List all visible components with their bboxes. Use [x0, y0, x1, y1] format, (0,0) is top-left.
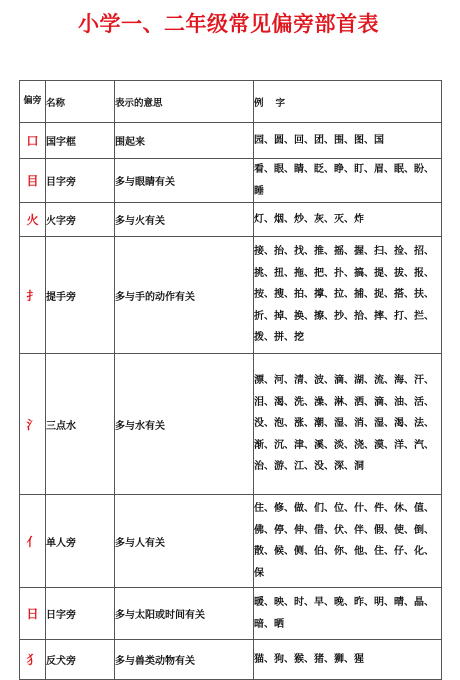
name-cell: 反犬旁 — [46, 640, 115, 680]
header-name: 名称 — [46, 81, 115, 123]
radical-cell: 日 — [20, 588, 46, 640]
radical-cell: 口 — [20, 123, 46, 159]
radical-cell: 火 — [20, 203, 46, 237]
meaning-cell: 多与太阳或时间有关 — [115, 588, 254, 640]
name-cell: 目字旁 — [46, 159, 115, 203]
meaning-cell: 多与人有关 — [115, 495, 254, 588]
name-cell: 单人旁 — [46, 495, 115, 588]
header-meaning: 表示的意思 — [115, 81, 254, 123]
table-row — [20, 237, 442, 354]
examples-cell: 暖、映、时、早、晚、昨、明、晴、晶、暗、晒 — [254, 588, 442, 640]
table-row — [20, 495, 442, 588]
examples-cell: 漂、河、清、波、滴、湖、流、海、汗、泪、渴、洗、澡、淋、洒、滴、油、活、没、泡、涨、潮、湿、消、湿、渴、法、渐、沉、津、溪、淡、浇、漠、洋、汽、治、游、江、没、深、洞 — [254, 354, 442, 495]
header-radical: 偏旁 — [20, 81, 46, 123]
meaning-cell: 多与水有关 — [115, 354, 254, 495]
name-cell: 三点水 — [46, 354, 115, 495]
header-row — [20, 81, 442, 123]
examples-cell: 猫、狗、猴、猪、狮、猩 — [254, 640, 442, 680]
name-cell: 提手旁 — [46, 237, 115, 354]
radical-cell: 扌 — [20, 237, 46, 354]
radical-cell: 目 — [20, 159, 46, 203]
table-row — [20, 588, 442, 640]
radical-cell: 犭 — [20, 640, 46, 680]
table-row — [20, 354, 442, 495]
examples-cell: 接、抬、找、推、摇、握、扫、捡、招、挑、扭、拖、把、扑、搞、提、拔、报、按、搜、拍、撑、拉、捕、捉、搭、扶、折、掉、换、擦、抄、拾、摔、打、拦、拨、拼、挖 — [254, 237, 442, 354]
meaning-cell: 围起来 — [115, 123, 254, 159]
header-examples: 例字 — [254, 81, 442, 123]
meaning-cell: 多与火有关 — [115, 203, 254, 237]
meaning-cell: 多与眼睛有关 — [115, 159, 254, 203]
examples-cell: 看、眼、睛、眨、睁、盯、眉、眠、盼、睡 — [254, 159, 442, 203]
table-row — [20, 123, 442, 159]
name-cell: 国字框 — [46, 123, 115, 159]
radicals-table — [19, 80, 442, 680]
name-cell: 火字旁 — [46, 203, 115, 237]
radical-cell: 亻 — [20, 495, 46, 588]
examples-cell: 住、修、做、们、位、什、件、休、值、佛、停、伸、借、伏、伴、假、使、倒、散、候、侧、伯、你、他、住、仔、化、保 — [254, 495, 442, 588]
table-row — [20, 159, 442, 203]
examples-cell: 园、圆、回、团、围、图、国 — [254, 123, 442, 159]
examples-cell: 灯、烟、炒、灰、灭、炸 — [254, 203, 442, 237]
meaning-cell: 多与兽类动物有关 — [115, 640, 254, 680]
meaning-cell: 多与手的动作有关 — [115, 237, 254, 354]
name-cell: 日字旁 — [46, 588, 115, 640]
radical-cell: 氵 — [20, 354, 46, 495]
table-row — [20, 203, 442, 237]
document-title: 小学一、二年级常见偏旁部首表 — [78, 12, 379, 36]
